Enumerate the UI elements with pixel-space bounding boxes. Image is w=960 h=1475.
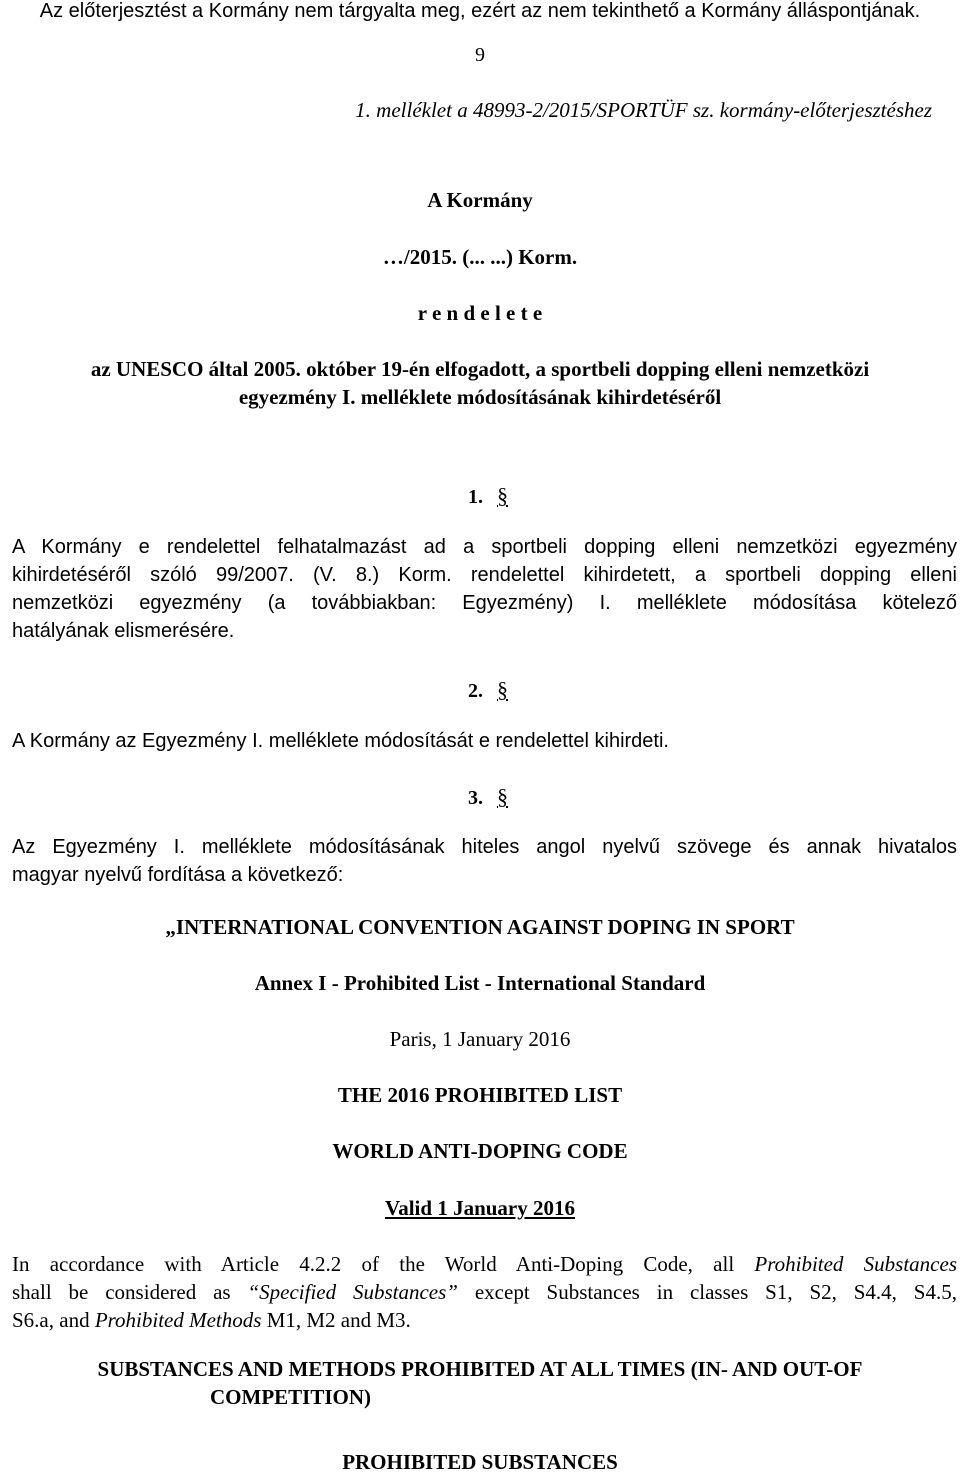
- accordance-term: Prohibited Substances: [754, 1252, 957, 1276]
- place-date: Paris, 1 January 2016: [389, 1027, 571, 1051]
- convention-title: „INTERNATIONAL CONVENTION AGAINST DOPING IN SPORT: [165, 915, 795, 939]
- section-2-heading: [468, 677, 508, 703]
- section-3-line2: magyar nyelvű fordítása a következő:: [12, 864, 344, 886]
- section-2-line1: A Kormány az Egyezmény I. melléklete módosítását e rendelettel kihirdeti.: [12, 730, 669, 752]
- section-1-line3: nemzetközi egyezmény (a továbbiakban: Egyezmény) I. melléklete módosítása kötelező: [12, 592, 957, 614]
- accordance-line3: [12, 1308, 411, 1333]
- prohibited-list-title: THE 2016 PROHIBITED LIST: [337, 1083, 623, 1107]
- section-mark: §: [497, 677, 508, 702]
- decree-number: …/2015. (... ...) Korm.: [382, 245, 578, 269]
- substances-heading-line1: SUBSTANCES AND METHODS PROHIBITED AT ALL TIMES (IN- AND OUT-OF: [97, 1357, 863, 1381]
- section-1-line4: hatályának elismerésére.: [12, 620, 235, 642]
- section-mark: §: [497, 483, 508, 508]
- accordance-line1: [12, 1252, 957, 1277]
- section-1-line2: kihirdetéséről szóló 99/2007. (V. 8.) Korm. rendelettel kihirdetett, a sportbeli dopping elleni: [12, 564, 957, 586]
- decree-subject-line2: egyezmény I. melléklete módosításának kihirdetéséről: [238, 385, 722, 409]
- annex-reference: 1. melléklet a 48993-2/2015/SPORTÜF sz. kormány-előterjesztéshez: [355, 98, 932, 122]
- issuer-title: A Kormány: [427, 188, 533, 212]
- accordance-text: M1, M2 and M3.: [261, 1308, 411, 1332]
- accordance-text: S6.a, and: [12, 1308, 95, 1332]
- section-1-line1: A Kormány e rendelettel felhatalmazást ad a sportbeli dopping elleni nemzetközi egyezmény: [12, 536, 957, 558]
- accordance-text: shall be considered as: [12, 1280, 248, 1304]
- substances-heading-line2: COMPETITION): [210, 1385, 372, 1409]
- valid-date: Valid 1 January 2016: [384, 1196, 575, 1220]
- decree-subject-line1: az UNESCO által 2005. október 19-én elfogadott, a sportbeli dopping elleni nemzetközi: [90, 357, 870, 381]
- accordance-text: In accordance with Article 4.2.2 of the World Anti-Doping Code, all: [12, 1252, 755, 1276]
- section-1-heading: [468, 483, 508, 509]
- header-notice: Az előterjesztést a Kormány nem tárgyalta meg, ezért az nem tekinthető a Kormány álláspontjának.: [39, 0, 921, 22]
- decree-type: r e n d e l e t e: [417, 301, 543, 325]
- section-mark: §: [497, 784, 508, 809]
- accordance-line2: [12, 1280, 957, 1305]
- annex-title: Annex I - Prohibited List - International Standard: [254, 971, 706, 995]
- accordance-text: except Substances in classes S1, S2, S4.4, S4.5,: [457, 1280, 957, 1304]
- section-3-heading: [468, 784, 508, 810]
- section-number: 2.: [468, 680, 483, 702]
- accordance-term: Prohibited Methods: [94, 1308, 262, 1332]
- section-3-line1: Az Egyezmény I. melléklete módosításának hiteles angol nyelvű szövege és annak hivatalos: [12, 836, 957, 858]
- code-title: WORLD ANTI-DOPING CODE: [332, 1139, 628, 1163]
- prohibited-substances-heading: PROHIBITED SUBSTANCES: [342, 1450, 618, 1474]
- page-number: 9: [475, 44, 485, 66]
- section-number: 3.: [468, 787, 483, 809]
- accordance-term: “Specified Substances”: [247, 1280, 458, 1304]
- section-number: 1.: [468, 486, 483, 508]
